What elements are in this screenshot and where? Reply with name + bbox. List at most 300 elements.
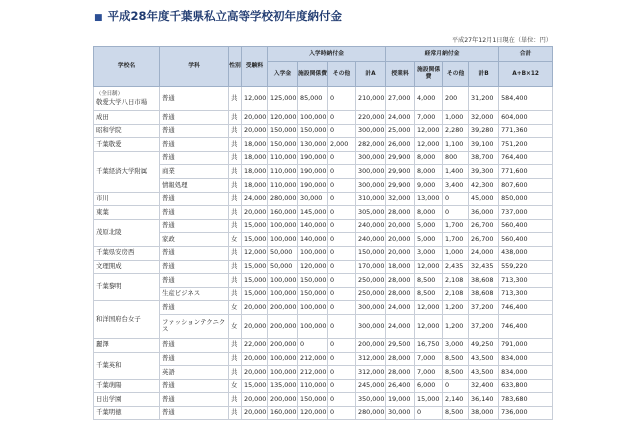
tuition-cell: 29,900 xyxy=(386,178,415,192)
other-fee-cell: 0 xyxy=(328,206,356,220)
tuition-cell: 25,000 xyxy=(386,124,415,138)
total-b-cell: 31,200 xyxy=(469,87,499,111)
other-monthly-cell: 2,108 xyxy=(443,274,469,288)
facility-monthly-cell: 7,000 xyxy=(415,352,443,366)
other-fee-cell: 0 xyxy=(328,124,356,138)
exam-fee-cell: 15,000 xyxy=(242,219,268,233)
total-a-cell: 300,000 xyxy=(356,314,386,338)
other-monthly-cell: 2,108 xyxy=(443,287,469,301)
total-a-cell: 300,000 xyxy=(356,151,386,165)
header-school: 学校名 xyxy=(94,47,160,87)
other-fee-cell: 0 xyxy=(328,406,356,420)
school-name: 東葉 xyxy=(96,207,109,216)
grand-total-cell: 559,220 xyxy=(499,260,553,274)
facility-monthly-cell: 12,000 xyxy=(415,301,443,315)
dept-cell: 普通 xyxy=(160,406,229,420)
total-b-cell: 32,000 xyxy=(469,111,499,125)
other-fee-cell: 0 xyxy=(328,178,356,192)
facility-fee-cell: 145,000 xyxy=(298,206,328,220)
school-name-cell xyxy=(94,301,160,339)
exam-fee-cell: 20,000 xyxy=(242,406,268,420)
gender-cell: 共 xyxy=(229,124,242,138)
dept-cell: 普通 xyxy=(160,192,229,206)
other-monthly-cell: 8,500 xyxy=(443,366,469,380)
exam-fee-cell: 20,000 xyxy=(242,111,268,125)
facility-fee-cell: 212,000 xyxy=(298,352,328,366)
grand-total-cell: 560,400 xyxy=(499,233,553,247)
tuition-cell: 27,000 xyxy=(386,87,415,111)
other-fee-cell: 0 xyxy=(328,338,356,352)
facility-fee-cell: 150,000 xyxy=(298,274,328,288)
school-name-cell xyxy=(94,206,160,220)
other-monthly-cell: 2,140 xyxy=(443,393,469,407)
grand-total-cell: 604,000 xyxy=(499,111,553,125)
square-bullet-icon: ■ xyxy=(94,13,103,23)
school-name-cell xyxy=(94,379,160,393)
grand-total-cell: 791,000 xyxy=(499,338,553,352)
other-fee-cell: 0 xyxy=(328,87,356,111)
school-name: 千葉萌陽 xyxy=(96,381,122,390)
total-a-cell: 300,000 xyxy=(356,301,386,315)
tuition-cell: 18,000 xyxy=(386,260,415,274)
exam-fee-cell: 22,000 xyxy=(242,338,268,352)
total-b-cell: 36,140 xyxy=(469,393,499,407)
facility-fee-cell: 140,000 xyxy=(298,219,328,233)
tuition-cell: 28,000 xyxy=(386,352,415,366)
total-a-cell: 300,000 xyxy=(356,124,386,138)
dept-cell: 普通 xyxy=(160,352,229,366)
other-fee-cell: 0 xyxy=(328,314,356,338)
tuition-cell: 32,000 xyxy=(386,192,415,206)
total-a-cell: 240,000 xyxy=(356,219,386,233)
dept-cell: 生産ビジネス xyxy=(160,287,229,301)
exam-fee-cell: 15,000 xyxy=(242,287,268,301)
page-title-text: 平成28年度千葉県私立高等学校初年度納付金 xyxy=(107,9,343,23)
total-a-cell: 220,000 xyxy=(356,111,386,125)
total-b-cell: 36,000 xyxy=(469,206,499,220)
grand-total-cell: 834,000 xyxy=(499,366,553,380)
tuition-cell: 24,000 xyxy=(386,111,415,125)
table-row xyxy=(94,406,553,420)
facility-monthly-cell: 0 xyxy=(415,406,443,420)
total-b-cell: 45,000 xyxy=(469,192,499,206)
other-fee-cell: 0 xyxy=(328,287,356,301)
school-name-cell xyxy=(94,393,160,407)
exam-fee-cell: 12,000 xyxy=(242,87,268,111)
other-fee-cell: 0 xyxy=(328,274,356,288)
other-monthly-cell: 800 xyxy=(443,151,469,165)
dept-cell: 普通 xyxy=(160,206,229,220)
facility-monthly-cell: 9,000 xyxy=(415,178,443,192)
header-facility: 施設関係費 xyxy=(298,62,328,87)
dept-cell: ファッションテクニクス xyxy=(160,314,229,338)
gender-cell: 共 xyxy=(229,393,242,407)
tuition-cell: 24,000 xyxy=(386,314,415,338)
admission-fee-cell: 200,000 xyxy=(268,393,298,407)
total-b-cell: 26,700 xyxy=(469,233,499,247)
grand-total-cell: 560,400 xyxy=(499,219,553,233)
total-b-cell: 38,000 xyxy=(469,406,499,420)
dept-cell: 普通 xyxy=(160,124,229,138)
other-fee-cell: 0 xyxy=(328,151,356,165)
table-row xyxy=(94,124,553,138)
facility-fee-cell: 0 xyxy=(298,338,328,352)
tuition-cell: 20,000 xyxy=(386,219,415,233)
admission-fee-cell: 160,000 xyxy=(268,206,298,220)
table-row xyxy=(94,314,553,338)
other-fee-cell: 0 xyxy=(328,246,356,260)
table-body xyxy=(94,87,553,420)
total-a-cell: 280,000 xyxy=(356,406,386,420)
exam-fee-cell: 20,000 xyxy=(242,301,268,315)
admission-fee-cell: 100,000 xyxy=(268,274,298,288)
other-monthly-cell: 1,200 xyxy=(443,314,469,338)
grand-total-cell: 771,360 xyxy=(499,124,553,138)
other-monthly-cell: 2,280 xyxy=(443,124,469,138)
admission-fee-cell: 150,000 xyxy=(268,124,298,138)
admission-fee-cell: 100,000 xyxy=(268,219,298,233)
header-admission-fee: 入学金 xyxy=(268,62,298,87)
admission-fee-cell: 135,000 xyxy=(268,379,298,393)
dept-cell: 普通 xyxy=(160,379,229,393)
facility-fee-cell: 150,000 xyxy=(298,393,328,407)
tuition-cell: 20,000 xyxy=(386,246,415,260)
facility-monthly-cell: 8,000 xyxy=(415,151,443,165)
total-a-cell: 282,000 xyxy=(356,138,386,152)
total-b-cell: 32,400 xyxy=(469,379,499,393)
school-name-cell xyxy=(94,124,160,138)
other-fee-cell: 0 xyxy=(328,379,356,393)
facility-monthly-cell: 12,000 xyxy=(415,260,443,274)
school-name-cell xyxy=(94,192,160,206)
gender-cell: 共 xyxy=(229,366,242,380)
school-name-cell xyxy=(94,352,160,379)
tuition-cell: 28,000 xyxy=(386,274,415,288)
other-monthly-cell: 0 xyxy=(443,379,469,393)
table-row xyxy=(94,206,553,220)
total-a-cell: 240,000 xyxy=(356,233,386,247)
school-name: 文理開成 xyxy=(96,262,122,271)
facility-fee-cell: 190,000 xyxy=(298,165,328,179)
total-b-cell: 49,250 xyxy=(469,338,499,352)
school-name: 千葉明徳 xyxy=(96,408,122,417)
exam-fee-cell: 15,000 xyxy=(242,379,268,393)
tuition-cell: 29,900 xyxy=(386,151,415,165)
gender-cell: 共 xyxy=(229,352,242,366)
facility-monthly-cell: 8,000 xyxy=(415,165,443,179)
admission-fee-cell: 100,000 xyxy=(268,366,298,380)
header-facility-monthly: 施設関係費 xyxy=(415,62,443,87)
facility-monthly-cell: 15,000 xyxy=(415,393,443,407)
total-a-cell: 210,000 xyxy=(356,87,386,111)
admission-fee-cell: 280,000 xyxy=(268,192,298,206)
table-row xyxy=(94,219,553,233)
facility-fee-cell: 100,000 xyxy=(298,111,328,125)
facility-fee-cell: 120,000 xyxy=(298,260,328,274)
gender-cell: 女 xyxy=(229,314,242,338)
admission-fee-cell: 200,000 xyxy=(268,338,298,352)
table-row xyxy=(94,338,553,352)
school-name: 麗澤 xyxy=(96,340,109,349)
school-name: 成田 xyxy=(96,112,109,121)
school-name: 千葉黎明 xyxy=(96,282,122,291)
facility-fee-cell: 190,000 xyxy=(298,178,328,192)
total-b-cell: 39,300 xyxy=(469,165,499,179)
table-row xyxy=(94,379,553,393)
grand-total-cell: 584,400 xyxy=(499,87,553,111)
gender-cell: 共 xyxy=(229,151,242,165)
total-b-cell: 43,500 xyxy=(469,352,499,366)
total-b-cell: 26,700 xyxy=(469,219,499,233)
other-fee-cell: 0 xyxy=(328,366,356,380)
grand-total-cell: 713,300 xyxy=(499,274,553,288)
other-monthly-cell: 1,000 xyxy=(443,246,469,260)
total-b-cell: 42,300 xyxy=(469,178,499,192)
facility-monthly-cell: 13,000 xyxy=(415,192,443,206)
table-row xyxy=(94,301,553,315)
school-name-cell xyxy=(94,338,160,352)
header-grand-total: A+B×12 xyxy=(499,62,553,87)
header-dept: 学科 xyxy=(160,47,229,87)
admission-fee-cell: 120,000 xyxy=(268,111,298,125)
school-name: 千葉英和 xyxy=(96,360,122,369)
table-row xyxy=(94,274,553,288)
header-other-monthly: その他 xyxy=(443,62,469,87)
dept-cell: 普通 xyxy=(160,111,229,125)
admission-fee-cell: 50,000 xyxy=(268,246,298,260)
grand-total-cell: 850,000 xyxy=(499,192,553,206)
total-a-cell: 245,000 xyxy=(356,379,386,393)
admission-fee-cell: 200,000 xyxy=(268,301,298,315)
grand-total-cell: 783,680 xyxy=(499,393,553,407)
school-name: 茂原北陵 xyxy=(96,228,122,237)
facility-monthly-cell: 8,500 xyxy=(415,287,443,301)
other-fee-cell: 0 xyxy=(328,260,356,274)
gender-cell: 女 xyxy=(229,233,242,247)
gender-cell: 共 xyxy=(229,338,242,352)
facility-fee-cell: 85,000 xyxy=(298,87,328,111)
school-prefix: （全日制） xyxy=(96,91,123,97)
school-name: 和洋国府台女子 xyxy=(96,314,141,323)
table-row xyxy=(94,87,553,111)
grand-total-cell: 713,300 xyxy=(499,287,553,301)
other-monthly-cell: 1,400 xyxy=(443,165,469,179)
admission-fee-cell: 110,000 xyxy=(268,151,298,165)
other-monthly-cell: 3,400 xyxy=(443,178,469,192)
total-a-cell: 250,000 xyxy=(356,287,386,301)
other-fee-cell: 0 xyxy=(328,192,356,206)
facility-fee-cell: 140,000 xyxy=(298,233,328,247)
header-grand-total-group: 合計 xyxy=(499,47,553,62)
exam-fee-cell: 15,000 xyxy=(242,274,268,288)
exam-fee-cell: 20,000 xyxy=(242,366,268,380)
other-fee-cell: 0 xyxy=(328,165,356,179)
total-a-cell: 300,000 xyxy=(356,165,386,179)
admission-fee-cell: 110,000 xyxy=(268,165,298,179)
school-name: 市川 xyxy=(96,194,109,203)
exam-fee-cell: 18,000 xyxy=(242,165,268,179)
total-a-cell: 310,000 xyxy=(356,192,386,206)
school-name-cell xyxy=(94,111,160,125)
exam-fee-cell: 24,000 xyxy=(242,192,268,206)
admission-fee-cell: 200,000 xyxy=(268,314,298,338)
other-monthly-cell: 2,435 xyxy=(443,260,469,274)
dept-cell: 普通 xyxy=(160,151,229,165)
gender-cell: 共 xyxy=(229,274,242,288)
table-row xyxy=(94,287,553,301)
total-a-cell: 170,000 xyxy=(356,260,386,274)
facility-fee-cell: 100,000 xyxy=(298,301,328,315)
table-row xyxy=(94,138,553,152)
school-name: 昭和学院 xyxy=(96,126,122,135)
other-fee-cell: 0 xyxy=(328,301,356,315)
total-b-cell: 37,200 xyxy=(469,314,499,338)
header-total-b: 計B xyxy=(469,62,499,87)
other-monthly-cell: 3,000 xyxy=(443,338,469,352)
total-b-cell: 38,608 xyxy=(469,274,499,288)
tuition-cell: 19,000 xyxy=(386,393,415,407)
other-monthly-cell: 8,500 xyxy=(443,406,469,420)
facility-fee-cell: 212,000 xyxy=(298,366,328,380)
table-row xyxy=(94,192,553,206)
facility-monthly-cell: 7,000 xyxy=(415,366,443,380)
admission-fee-cell: 125,000 xyxy=(268,87,298,111)
other-monthly-cell: 1,700 xyxy=(443,233,469,247)
facility-monthly-cell: 8,000 xyxy=(415,206,443,220)
facility-monthly-cell: 6,000 xyxy=(415,379,443,393)
dept-cell: 普通 xyxy=(160,274,229,288)
header-admission-group: 入学時納付金 xyxy=(268,47,386,62)
gender-cell: 女 xyxy=(229,379,242,393)
gender-cell: 共 xyxy=(229,138,242,152)
school-name-cell xyxy=(94,260,160,274)
facility-fee-cell: 190,000 xyxy=(298,151,328,165)
other-fee-cell: 0 xyxy=(328,352,356,366)
header-other: その他 xyxy=(328,62,356,87)
grand-total-cell: 807,600 xyxy=(499,178,553,192)
tuition-cell: 20,000 xyxy=(386,233,415,247)
gender-cell: 共 xyxy=(229,287,242,301)
other-monthly-cell: 1,200 xyxy=(443,301,469,315)
school-name: 敬愛大学八日市場 xyxy=(96,97,148,106)
table-row xyxy=(94,366,553,380)
header-monthly-group: 経常月納付金 xyxy=(386,47,499,62)
admission-fee-cell: 100,000 xyxy=(268,233,298,247)
grand-total-cell: 633,800 xyxy=(499,379,553,393)
total-a-cell: 305,000 xyxy=(356,206,386,220)
facility-monthly-cell: 12,000 xyxy=(415,138,443,152)
table-row xyxy=(94,111,553,125)
facility-monthly-cell: 4,000 xyxy=(415,87,443,111)
table-row xyxy=(94,393,553,407)
total-a-cell: 300,000 xyxy=(356,178,386,192)
other-fee-cell: 2,000 xyxy=(328,138,356,152)
other-monthly-cell: 8,500 xyxy=(443,352,469,366)
school-name-cell xyxy=(94,406,160,420)
exam-fee-cell: 18,000 xyxy=(242,138,268,152)
exam-fee-cell: 15,000 xyxy=(242,233,268,247)
gender-cell: 共 xyxy=(229,178,242,192)
tuition-cell: 29,500 xyxy=(386,338,415,352)
total-a-cell: 250,000 xyxy=(356,274,386,288)
other-monthly-cell: 1,700 xyxy=(443,219,469,233)
other-monthly-cell: 200 xyxy=(443,87,469,111)
grand-total-cell: 764,400 xyxy=(499,151,553,165)
school-name-cell xyxy=(94,151,160,192)
table-row xyxy=(94,246,553,260)
school-name: 千葉経済大学附属 xyxy=(96,166,148,175)
facility-monthly-cell: 12,000 xyxy=(415,124,443,138)
total-b-cell: 38,608 xyxy=(469,287,499,301)
other-monthly-cell: 0 xyxy=(443,206,469,220)
total-a-cell: 150,000 xyxy=(356,246,386,260)
exam-fee-cell: 12,000 xyxy=(242,246,268,260)
gender-cell: 共 xyxy=(229,260,242,274)
grand-total-cell: 746,400 xyxy=(499,314,553,338)
exam-fee-cell: 18,000 xyxy=(242,151,268,165)
table-row xyxy=(94,151,553,165)
facility-monthly-cell: 8,500 xyxy=(415,274,443,288)
table-row xyxy=(94,352,553,366)
school-name-cell xyxy=(94,87,160,111)
dept-cell: 普通 xyxy=(160,219,229,233)
total-b-cell: 38,700 xyxy=(469,151,499,165)
total-b-cell: 32,435 xyxy=(469,260,499,274)
total-b-cell: 39,280 xyxy=(469,124,499,138)
gender-cell: 共 xyxy=(229,219,242,233)
gender-cell: 共 xyxy=(229,192,242,206)
admission-fee-cell: 50,000 xyxy=(268,260,298,274)
school-name-cell xyxy=(94,246,160,260)
facility-fee-cell: 100,000 xyxy=(298,246,328,260)
dept-cell: 普通 xyxy=(160,87,229,111)
page-title xyxy=(94,8,342,24)
total-a-cell: 200,000 xyxy=(356,338,386,352)
facility-fee-cell: 130,000 xyxy=(298,138,328,152)
admission-fee-cell: 100,000 xyxy=(268,287,298,301)
school-name-cell xyxy=(94,138,160,152)
table-row xyxy=(94,178,553,192)
header-gender: 性別 xyxy=(229,47,242,87)
header-tuition: 授業料 xyxy=(386,62,415,87)
total-b-cell: 43,500 xyxy=(469,366,499,380)
school-name: 千葉県安房西 xyxy=(96,248,135,257)
school-name-cell xyxy=(94,274,160,301)
other-fee-cell: 0 xyxy=(328,219,356,233)
gender-cell: 女 xyxy=(229,301,242,315)
dept-cell: 普通 xyxy=(160,393,229,407)
header-total-a: 計A xyxy=(356,62,386,87)
gender-cell: 共 xyxy=(229,165,242,179)
facility-monthly-cell: 5,000 xyxy=(415,219,443,233)
table-header xyxy=(94,47,553,87)
facility-monthly-cell: 16,750 xyxy=(415,338,443,352)
dept-cell: 普通 xyxy=(160,260,229,274)
facility-fee-cell: 110,000 xyxy=(298,379,328,393)
dept-cell: 英語 xyxy=(160,366,229,380)
dept-cell: 情報処理 xyxy=(160,178,229,192)
total-b-cell: 37,200 xyxy=(469,301,499,315)
tuition-cell: 26,000 xyxy=(386,138,415,152)
dept-cell: 家政 xyxy=(160,233,229,247)
grand-total-cell: 834,000 xyxy=(499,352,553,366)
tuition-cell: 28,000 xyxy=(386,366,415,380)
other-fee-cell: 0 xyxy=(328,393,356,407)
exam-fee-cell: 20,000 xyxy=(242,393,268,407)
exam-fee-cell: 20,000 xyxy=(242,206,268,220)
admission-fee-cell: 160,000 xyxy=(268,406,298,420)
tuition-cell: 24,000 xyxy=(386,301,415,315)
